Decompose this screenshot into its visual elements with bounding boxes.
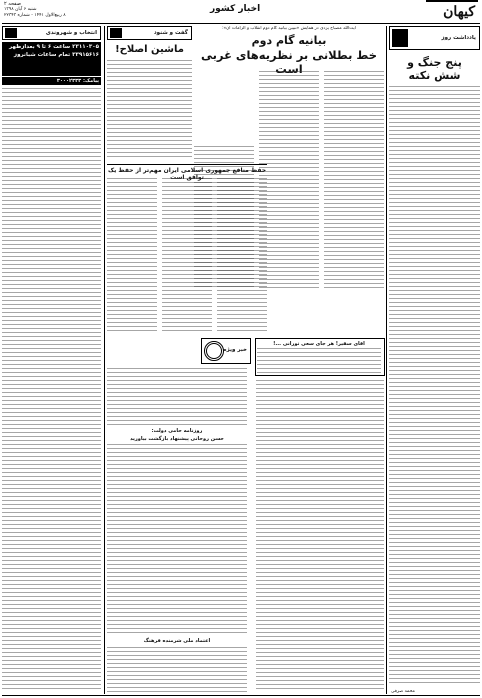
- khat-boxed-text: [257, 348, 381, 374]
- right-author: محمد صرفی: [391, 689, 415, 694]
- phone-line-1: ۲۳۱۱۰۳۰۵ ساعت ۶ تا ۹ بعدازظهر: [9, 44, 99, 50]
- main-headline-1: بیانیه گام دوم: [251, 34, 327, 47]
- khat-label: خبر ویژه: [223, 347, 247, 353]
- notebook-icon: [392, 29, 408, 47]
- left-header-title: انتخاب و شهروندی: [45, 30, 97, 36]
- quote-icon: [110, 28, 122, 38]
- phone-box: [2, 42, 101, 76]
- khat-text-col-2: [107, 368, 247, 426]
- masthead: [0, 0, 482, 22]
- khat-headline: آقای سفیر! هر جای سعی تورانی ...!: [273, 341, 365, 347]
- page-number: صفحه ۲: [4, 1, 21, 7]
- right-headline: پنج جنگ و شش نکته: [407, 56, 462, 82]
- middle-section-label: گفت و شنود: [153, 30, 188, 36]
- lower-middle-col-2: [162, 178, 212, 332]
- khat-text-col-1: [256, 380, 384, 690]
- main-text-col-2: [259, 71, 319, 289]
- left-column-text: [2, 88, 101, 692]
- main-text-col-1: [324, 71, 384, 289]
- issue-line: ۸ ربیع‌الاول ۱۴۴۱ - شماره ۲۲۳۴۳: [4, 13, 66, 18]
- khat-subhead-2: حسن روحانی پیشنهاد بازگشت بیاورید: [130, 436, 224, 442]
- paper-icon: [5, 28, 17, 38]
- logo-text: کیهان: [443, 4, 475, 20]
- sms-line: پیامک: ۳۰۰۰۲۳۳۳: [2, 77, 101, 85]
- divider-left: [104, 26, 105, 694]
- main-kicker: آیت‌الله مصباح یزدی در همایش «تبیین بیانیه گام دوم انقلاب و الزامات آن»:: [222, 26, 356, 31]
- right-column: [389, 26, 480, 694]
- section-title: اخبار کشور: [210, 4, 261, 14]
- divider-right: [386, 26, 387, 694]
- masthead-rule: [2, 23, 480, 24]
- left-column: [2, 26, 101, 694]
- middle-text: [107, 60, 192, 160]
- newspaper-logo: [426, 0, 478, 23]
- middle-headline: ماشین اصلاح!: [115, 44, 184, 55]
- middle-block: [107, 26, 192, 162]
- lower-middle-col-3: [107, 178, 157, 332]
- lower-middle-rule: [107, 164, 267, 165]
- khat-text-col-3: [107, 444, 247, 634]
- left-header-bar: [2, 26, 101, 40]
- middle-header-bar: [107, 26, 192, 40]
- right-header-bar: [389, 26, 480, 50]
- phone-line-2: ۳۳۹۱۵۶۱۶ تمام ساعات شبانروز: [13, 52, 99, 58]
- right-column-text: [389, 86, 480, 684]
- khat-subhead-3: اعتماد ملی شرمنده فرهنگ: [143, 638, 211, 644]
- lower-middle-headline: حفظ منافع جمهوری اسلامی ایران مهم‌تر از حفظ یک توافق است: [107, 167, 267, 181]
- khat-boxed-item: [255, 338, 385, 376]
- main-headline-2: خط بطلانی بر نظریه‌های غربی است: [200, 48, 378, 76]
- lower-middle: [107, 164, 267, 334]
- right-header-title: یادداشت روز: [441, 35, 476, 41]
- date-line: شنبه ۶ آبان ۱۳۹۸: [4, 7, 37, 12]
- spiral-icon: [204, 341, 224, 361]
- khat-label-bar: [201, 338, 251, 364]
- khat-subhead-1: روزنامه حامی دولت:: [151, 428, 203, 434]
- bottom-rule: [2, 695, 480, 696]
- lower-middle-col-1: [217, 178, 267, 332]
- khat-text-col-4: [107, 647, 247, 692]
- khat-box: [107, 338, 384, 694]
